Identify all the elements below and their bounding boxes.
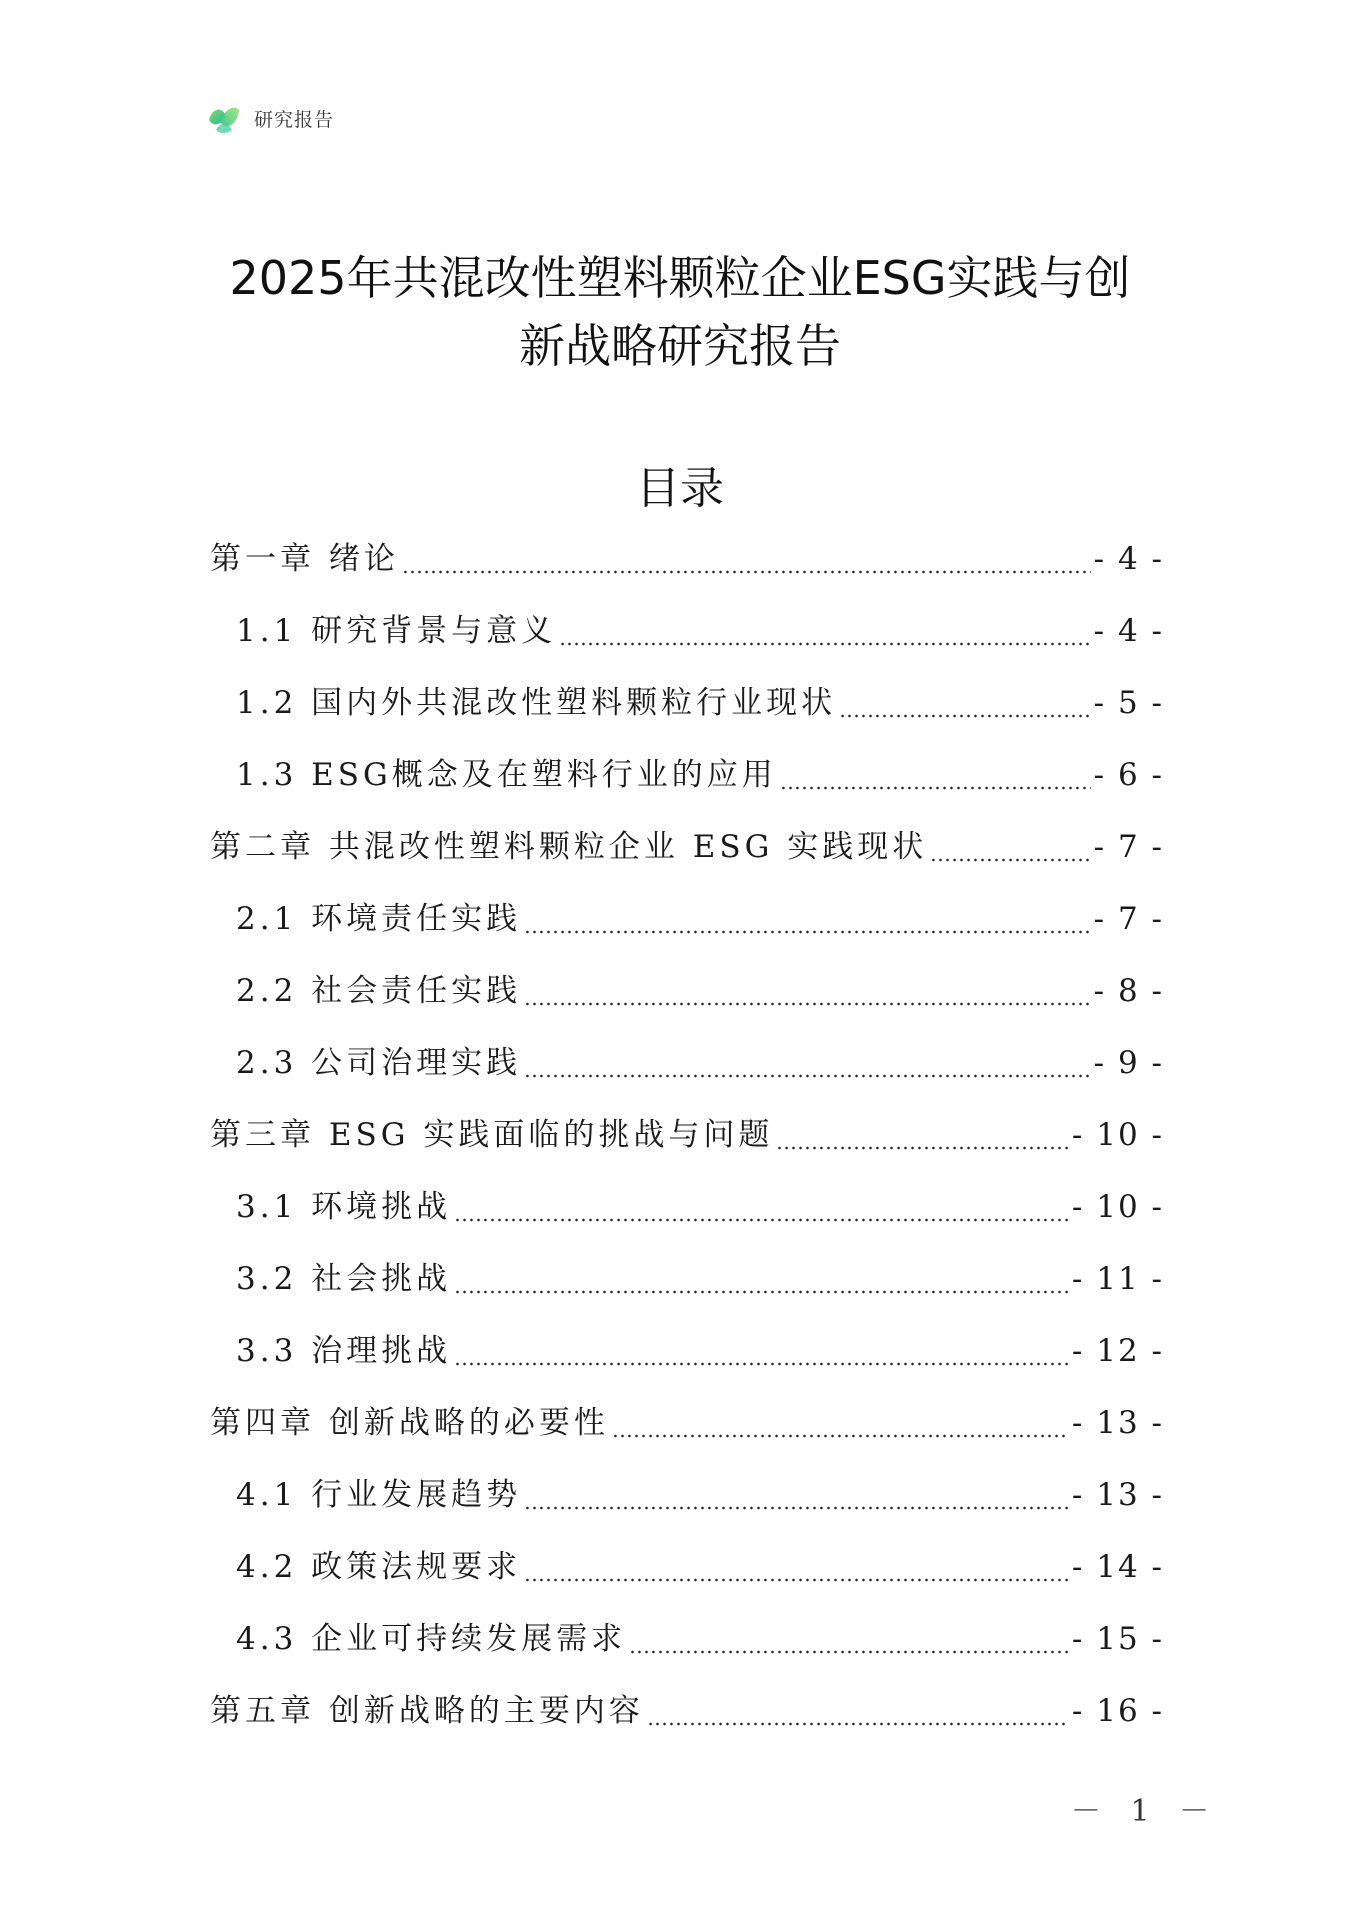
toc-dot-leader: [524, 1001, 1090, 1007]
toc-entry-page: - 4 -: [1093, 541, 1164, 577]
toc-entry-page: - 11 -: [1071, 1261, 1164, 1297]
toc-chapter-entry[interactable]: [210, 1675, 1164, 1747]
toc-entry-page: - 14 -: [1071, 1549, 1164, 1585]
toc-section-entry[interactable]: [210, 1243, 1164, 1315]
toc-section-entry[interactable]: [210, 955, 1164, 1027]
toc-entry-label: 第五章 创新战略的主要内容: [210, 1693, 644, 1729]
toc-dot-leader: [612, 1433, 1069, 1439]
toc-entry-label: 4.2 政策法规要求: [236, 1549, 522, 1585]
toc-dot-leader: [454, 1217, 1069, 1223]
toc-dot-leader: [629, 1649, 1069, 1655]
toc-entry-label: 1.3 ESG概念及在塑料行业的应用: [236, 757, 777, 793]
toc-entry-label: 2.1 环境责任实践: [236, 901, 522, 937]
toc-entry-page: - 7 -: [1093, 829, 1164, 865]
toc-section-entry[interactable]: [210, 1027, 1164, 1099]
toc-chapter-entry[interactable]: [210, 1099, 1164, 1171]
table-of-contents: [210, 523, 1164, 1747]
toc-chapter-entry[interactable]: [210, 1387, 1164, 1459]
toc-dot-leader: [647, 1721, 1069, 1727]
toc-dot-leader: [780, 785, 1091, 791]
toc-section-entry[interactable]: [210, 667, 1164, 739]
toc-dot-leader: [930, 857, 1090, 863]
toc-entry-label: 2.3 公司治理实践: [236, 1045, 522, 1081]
toc-section-entry[interactable]: [210, 1603, 1164, 1675]
toc-dot-leader: [402, 569, 1091, 575]
green-leaf-logo-icon: [206, 100, 242, 136]
toc-dot-leader: [524, 1073, 1090, 1079]
toc-entry-page: - 15 -: [1071, 1621, 1164, 1657]
toc-entry-label: 3.3 治理挑战: [236, 1333, 452, 1369]
toc-entry-page: - 4 -: [1093, 613, 1164, 649]
toc-section-entry[interactable]: [210, 1171, 1164, 1243]
toc-entry-page: - 13 -: [1071, 1477, 1164, 1513]
toc-entry-label: 3.2 社会挑战: [236, 1261, 452, 1297]
toc-entry-label: 第三章 ESG 实践面临的挑战与问题: [210, 1117, 774, 1153]
toc-section-entry[interactable]: [210, 739, 1164, 811]
toc-section-entry[interactable]: [210, 595, 1164, 667]
page-number: [0, 1786, 1360, 1830]
title-line-2: 新战略研究报告: [519, 319, 841, 373]
title-line-1: 2025年共混改性塑料颗粒企业ESG实践与创: [229, 251, 1131, 305]
toc-entry-label: 第一章 绪论: [210, 541, 399, 577]
report-header: [206, 100, 334, 136]
toc-dot-leader: [524, 929, 1090, 935]
toc-entry-page: - 7 -: [1093, 901, 1164, 937]
toc-entry-page: - 12 -: [1071, 1333, 1164, 1369]
toc-section-entry[interactable]: [210, 1315, 1164, 1387]
header-text: 研究报告: [254, 108, 335, 131]
toc-entry-label: 1.1 研究背景与意义: [236, 613, 557, 649]
toc-entry-page: - 5 -: [1093, 685, 1164, 721]
toc-section-entry[interactable]: [210, 1531, 1164, 1603]
toc-chapter-entry[interactable]: [210, 811, 1164, 883]
toc-entry-page: - 10 -: [1071, 1189, 1164, 1225]
toc-entry-label: 3.1 环境挑战: [236, 1189, 452, 1225]
toc-entry-page: - 6 -: [1093, 757, 1164, 793]
toc-section-entry[interactable]: [210, 1459, 1164, 1531]
toc-entry-page: - 10 -: [1071, 1117, 1164, 1153]
toc-dot-leader: [839, 713, 1090, 719]
toc-entry-label: 4.1 行业发展趋势: [236, 1477, 522, 1513]
toc-entry-label: 第二章 共混改性塑料颗粒企业 ESG 实践现状: [210, 829, 928, 865]
toc-entry-page: - 8 -: [1093, 973, 1164, 1009]
document-title: [190, 244, 1170, 380]
toc-chapter-entry[interactable]: [210, 523, 1164, 595]
toc-dot-leader: [776, 1145, 1069, 1151]
toc-entry-page: - 9 -: [1093, 1045, 1164, 1081]
toc-entry-label: 2.2 社会责任实践: [236, 973, 522, 1009]
toc-entry-page: - 13 -: [1071, 1405, 1164, 1441]
page-number-text: － 1 －: [1070, 1794, 1220, 1829]
toc-entry-page: - 16 -: [1071, 1693, 1164, 1729]
toc-section-entry[interactable]: [210, 883, 1164, 955]
toc-dot-leader: [524, 1577, 1069, 1583]
toc-dot-leader: [524, 1505, 1069, 1511]
toc-dot-leader: [454, 1289, 1069, 1295]
toc-dot-leader: [454, 1361, 1069, 1367]
toc-heading: 目录: [636, 463, 724, 514]
toc-entry-label: 4.3 企业可持续发展需求: [236, 1621, 627, 1657]
toc-dot-leader: [559, 641, 1090, 647]
toc-entry-label: 1.2 国内外共混改性塑料颗粒行业现状: [236, 685, 837, 721]
toc-entry-label: 第四章 创新战略的必要性: [210, 1405, 609, 1441]
